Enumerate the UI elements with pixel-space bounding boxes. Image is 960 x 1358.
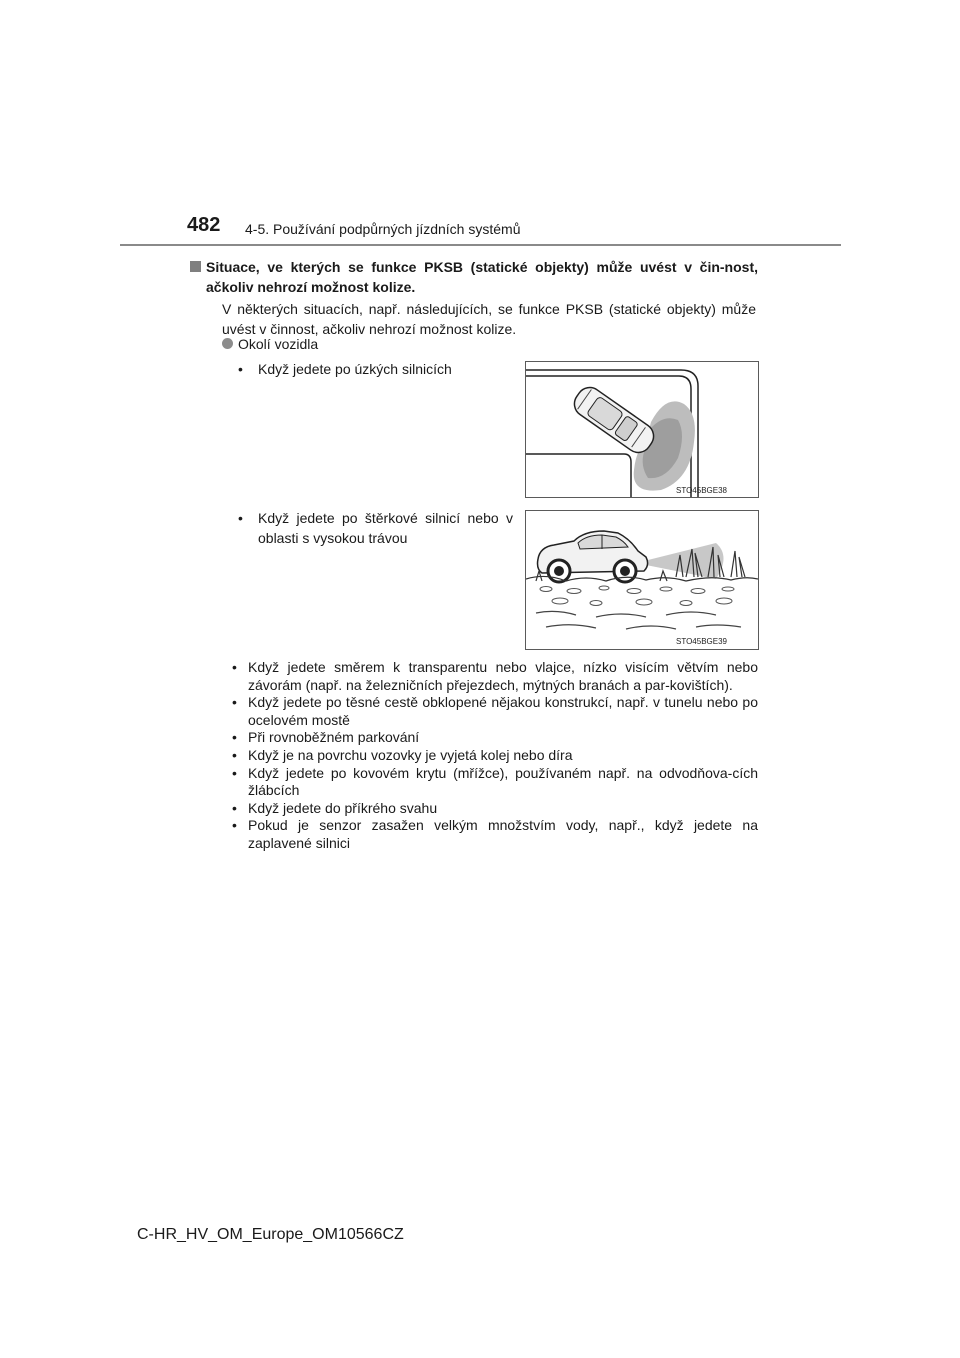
header-rule — [120, 244, 841, 246]
list-item — [232, 800, 758, 818]
bullet-dot: • — [238, 361, 243, 377]
situation-list — [232, 659, 758, 853]
list-item — [232, 659, 758, 694]
sub-heading-text: Okolí vozidla — [238, 336, 319, 352]
square-bullet-icon — [190, 261, 201, 272]
bullet-dot: • — [232, 694, 237, 711]
list-item-text: Pokud je senzor zasažen velkým množstvím vody, např., když jedete na zaplavené silnici — [248, 817, 758, 851]
narrow-road-illustration — [526, 362, 758, 497]
list-item — [232, 765, 758, 800]
bullet-dot: • — [232, 746, 237, 763]
narrow-road-item — [238, 359, 508, 379]
circle-bullet-icon — [222, 338, 233, 349]
list-item-text: Když jedete po kovovém krytu (mřížce), používaném např. na odvodňova-cích žlábcích — [248, 764, 758, 799]
list-item-text: Když je na povrchu vozovky je vyjetá kolej nebo díra — [248, 746, 573, 763]
list-item-text: Když jedete po těsné cestě obklopené nějakou konstrukcí, např. v tunelu nebo po ocelovém mostě — [248, 694, 758, 728]
list-item-text: Při rovnoběžném parkování — [248, 729, 420, 746]
heading-text: Situace, ve kterých se funkce PKSB (statické objekty) může uvést v čin-nost, ačkoliv nehrozí možnost kolize. — [206, 259, 758, 295]
list-item — [232, 694, 758, 729]
page-number: 482 — [187, 214, 221, 236]
figure-code: STO45BGE38 — [676, 486, 727, 495]
sub-heading — [222, 334, 318, 354]
section-title: 4-5. Používání podpůrných jízdních systémů — [245, 221, 521, 237]
bullet-dot: • — [238, 510, 243, 526]
gravel-road-figure — [525, 510, 759, 650]
bullet-dot: • — [232, 764, 237, 781]
bullet-dot: • — [232, 659, 237, 675]
gravel-road-text: Když jedete po štěrkové silnicí nebo v oblasti s vysokou trávou — [258, 510, 513, 546]
list-item-text: Když jedete směrem k transparentu nebo vlajce, nízko visícím větvím nebo závorám (např. na železničních přejezdech, mýtných branách a par-kovištích). — [248, 659, 758, 693]
narrow-road-figure — [525, 361, 759, 498]
figure-code: STO45BGE39 — [676, 637, 727, 646]
bullet-dot: • — [232, 817, 237, 834]
bullet-dot: • — [232, 799, 237, 816]
gravel-road-item — [238, 508, 513, 548]
list-item — [232, 817, 758, 852]
narrow-road-text: Když jedete po úzkých silnicích — [258, 361, 452, 377]
bullet-dot: • — [232, 729, 237, 746]
list-item — [232, 729, 758, 747]
gravel-road-illustration — [526, 511, 758, 649]
situation-heading — [206, 257, 758, 297]
document-footer: C-HR_HV_OM_Europe_OM10566CZ — [137, 1226, 404, 1243]
intro-paragraph: V některých situacích, např. následujících, se funkce PKSB (statické objekty) může uvést v činnost, ačkoliv nehrozí možnost kolize. — [222, 301, 756, 337]
list-item-text: Když jedete do příkrého svahu — [248, 799, 438, 816]
list-item — [232, 747, 758, 765]
